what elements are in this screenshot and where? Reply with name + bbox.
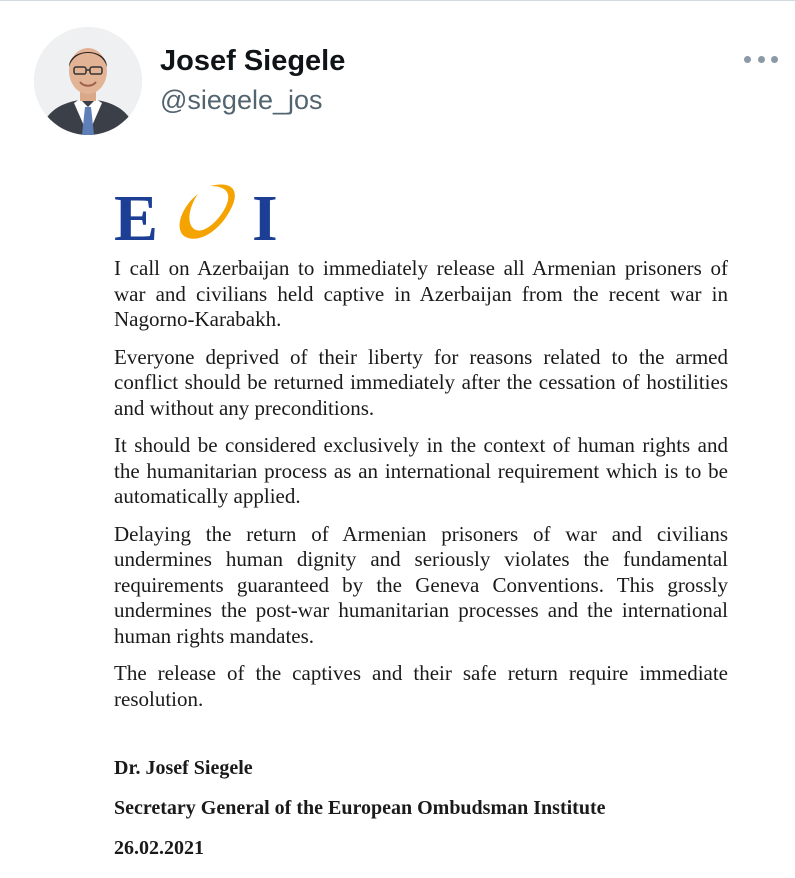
paragraph-4: Delaying the return of Armenian prisoners of war and civilians undermines human dignity and seriously violates the fundamental requirements guaranteed by the Geneva Conventions. This grossly undermines the post-war humanitarian processes and the international human rights mandates. [114, 521, 728, 648]
paragraph-2: Everyone deprived of their liberty for reasons related to the armed conflict should be returned immediately after the cessation of hostilities and without any preconditions. [114, 344, 728, 420]
eoi-logo [114, 178, 314, 246]
signature-name: Dr. Josef Siegele [114, 757, 253, 779]
svg-text:I: I [252, 182, 278, 246]
avatar[interactable] [34, 27, 142, 135]
paragraph-3: It should be considered exclusively in the context of human rights and the humanitarian process as an international requirement which is to be automatically applied. [114, 433, 728, 508]
svg-text:E: E [114, 182, 159, 246]
signature-date: 26.02.2021 [114, 837, 204, 859]
more-options-button[interactable] [744, 49, 778, 69]
signature-block [114, 758, 728, 858]
signature-title: Secretary General of the European Ombudsman Institute [114, 797, 606, 819]
paragraph-5: The release of the captives and their safe return require immediate resolution. [114, 661, 728, 711]
more-horizontal-icon [744, 56, 751, 63]
avatar-photo [34, 27, 142, 135]
profile-name[interactable]: Josef Siegele [160, 45, 346, 77]
document-body [114, 256, 728, 712]
profile-handle[interactable]: @siegele_jos [160, 85, 323, 115]
more-horizontal-icon-dot [771, 56, 778, 63]
paragraph-1: I call on Azerbaijan to immediately release all Armenian prisoners of war and civilians held captive in Azerbaijan from the recent war in Nagorno-Karabakh. [114, 256, 728, 331]
more-horizontal-icon-dot [758, 56, 765, 63]
top-divider [0, 0, 795, 1]
attached-document-image[interactable] [114, 178, 728, 878]
